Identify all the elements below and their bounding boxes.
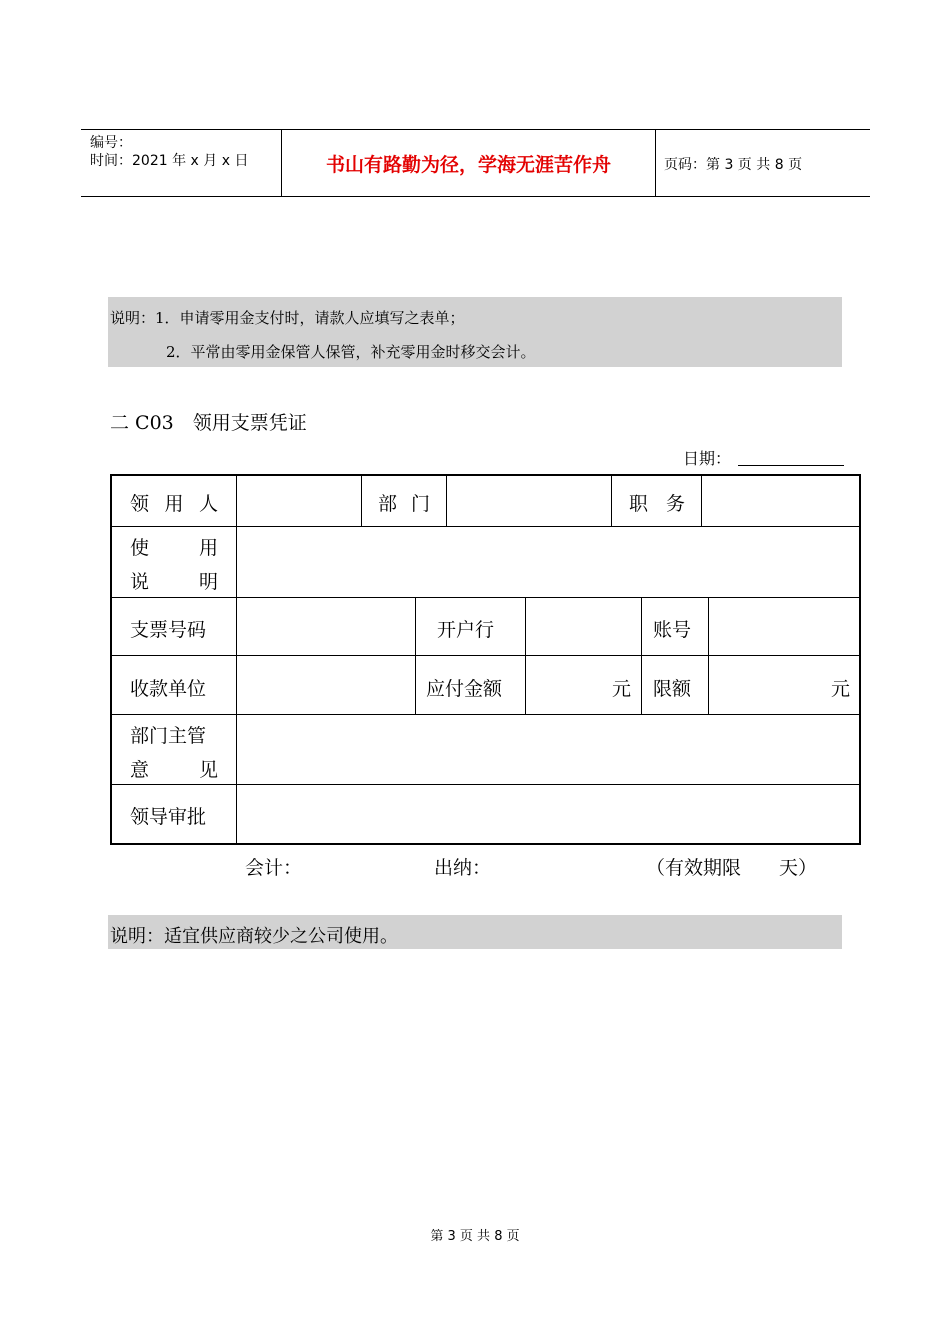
position-field[interactable] <box>703 477 856 525</box>
label-bank: 开户行 <box>437 619 495 641</box>
label-dept-head-line2: 意 见 <box>130 759 218 781</box>
col-divider <box>708 597 709 714</box>
accountant-label: 会计： <box>245 857 303 879</box>
note-box-1 <box>108 297 842 367</box>
payee-field[interactable] <box>238 657 414 713</box>
department-field[interactable] <box>448 477 610 525</box>
cashier-label: 出纳： <box>434 857 492 879</box>
note1-line1: 说明：1．申请零用金支付时，请款人应填写之表单； <box>110 309 465 327</box>
note2-text: 说明：适宜供应商较少之公司使用。 <box>110 926 398 947</box>
date-label: 日期： <box>683 449 732 468</box>
col-divider <box>236 475 237 843</box>
label-limit: 限额 <box>653 678 692 700</box>
label-amount-payable: 应付金额 <box>426 678 503 700</box>
unit-yuan: 元 <box>831 678 851 700</box>
serial-label: 编号： <box>90 135 132 151</box>
col-divider <box>611 475 612 526</box>
bank-field[interactable] <box>527 599 640 654</box>
header-bottom-rule <box>81 196 870 197</box>
row-divider <box>111 714 859 715</box>
account-field[interactable] <box>710 599 856 654</box>
unit-yuan: 元 <box>612 678 632 700</box>
validity-label: （有效期限 天） <box>646 857 818 879</box>
row-divider <box>111 526 859 527</box>
col-divider <box>446 475 447 526</box>
usage-description-field[interactable] <box>238 528 856 596</box>
header-top-rule <box>81 129 870 130</box>
label-usage-line2: 说 明 <box>130 571 218 593</box>
label-usage-line1: 使 用 <box>130 537 218 559</box>
date-input-line[interactable] <box>738 465 844 466</box>
row-divider <box>111 784 859 785</box>
header-divider-right <box>655 129 656 196</box>
label-position: 职 务 <box>629 493 685 515</box>
col-divider <box>415 597 416 714</box>
col-divider <box>361 475 362 526</box>
row-divider <box>111 597 859 598</box>
col-divider <box>525 597 526 714</box>
row-divider <box>111 655 859 656</box>
col-divider <box>641 597 642 714</box>
label-dept-head-line1: 部门主管 <box>130 725 207 747</box>
col-divider <box>701 475 702 526</box>
dept-head-opinion-field[interactable] <box>238 716 856 783</box>
label-payee: 收款单位 <box>130 678 207 700</box>
label-account: 账号 <box>653 619 692 641</box>
check-number-field[interactable] <box>238 599 414 654</box>
label-leader-approval: 领导审批 <box>130 806 207 828</box>
header-motto: 书山有路勤为径，学海无涯苦作舟 <box>325 154 611 176</box>
note-box-2 <box>108 915 842 949</box>
page-label: 页码：第 3 页 共 8 页 <box>664 157 803 173</box>
time-label: 时间：2021 年 x 月 x 日 <box>90 153 249 169</box>
label-department: 部 门 <box>378 493 430 515</box>
recipient-field[interactable] <box>238 477 360 525</box>
section-title: 二 C03 领用支票凭证 <box>110 412 307 434</box>
page-footer: 第 3 页 共 8 页 <box>430 1229 520 1244</box>
leader-approval-field[interactable] <box>238 786 856 841</box>
note1-line2: 2．平常由零用金保管人保管，补充零用金时移交会计。 <box>166 343 536 361</box>
label-check-number: 支票号码 <box>130 619 207 641</box>
label-recipient: 领 用 人 <box>130 493 218 515</box>
